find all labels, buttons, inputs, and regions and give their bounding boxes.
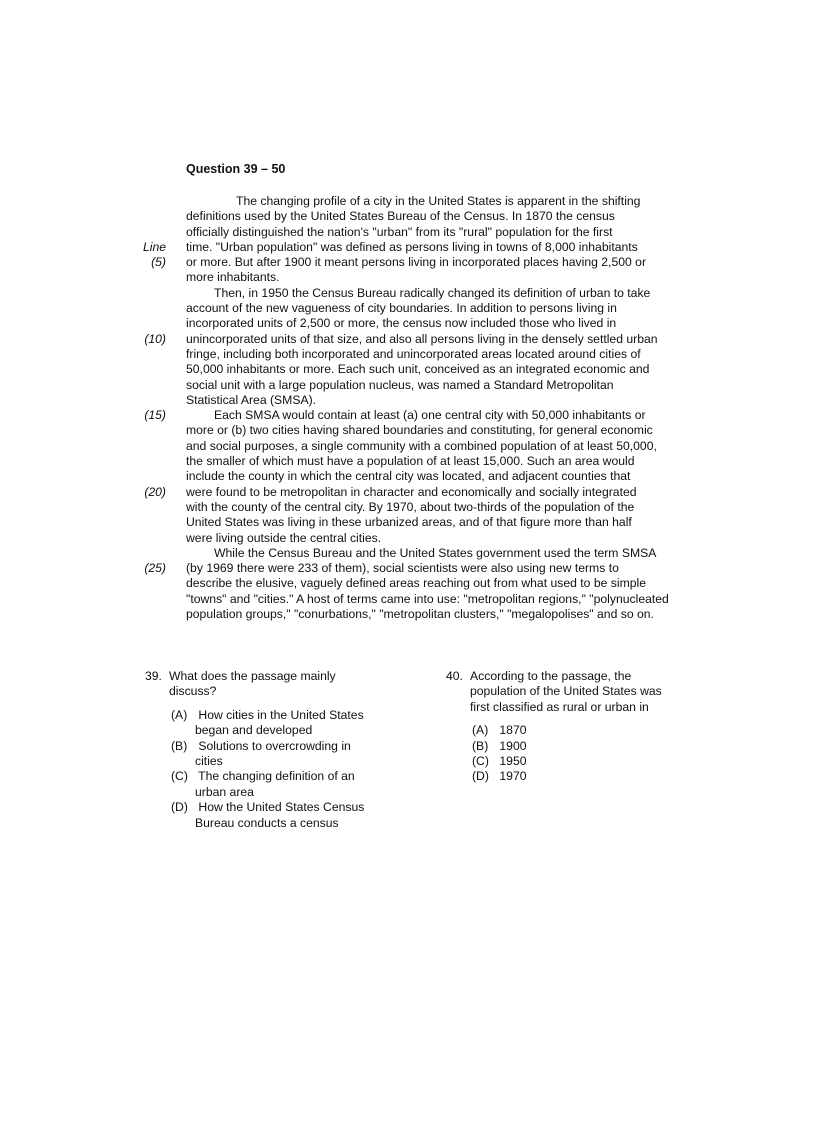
option-text: 1970 — [496, 769, 527, 784]
passage-line — [144, 561, 746, 576]
option-letter: (C) — [171, 769, 188, 784]
passage-line-text: Then, in 1950 the Census Bureau radically changed its definition of urban to take — [214, 285, 651, 300]
passage-line-text: population groups," "conurbations," "metropolitan clusters," "megalopolises" and so on. — [186, 607, 654, 622]
passage-line — [186, 194, 746, 209]
passage-line — [144, 408, 746, 423]
passage-line-text: were living outside the central cities. — [186, 530, 382, 545]
reading-passage — [142, 194, 746, 622]
option-letter: (A) — [472, 723, 489, 738]
answer-option-continued[interactable]: Bureau conducts a census — [195, 815, 339, 830]
passage-line-text: more or (b) two cities having shared boundaries and constituting, for general economic — [186, 423, 653, 438]
passage-line — [186, 225, 746, 240]
passage-line-text: fringe, including both incorporated and unincorporated areas located around cities of — [186, 346, 641, 361]
passage-line-text: and social purposes, a single community with a combined population of at least 50,000, — [186, 438, 657, 453]
option-text: How cities in the United States — [195, 707, 364, 722]
passage-line-text: more inhabitants. — [186, 270, 280, 285]
passage-line — [186, 576, 746, 591]
option-letter: (B) — [171, 738, 188, 753]
question-stem-line: population of the United States was — [470, 684, 662, 699]
question-stem-line: 40. According to the passage, the — [446, 669, 632, 683]
passage-line-text: Each SMSA would contain at least (a) one central city with 50,000 inhabitants or — [214, 408, 646, 423]
answer-option[interactable] — [145, 708, 385, 723]
passage-line-text: describe the elusive, vaguely defined areas reaching out from what used to be simple — [186, 576, 647, 591]
passage-line-text: unincorporated units of that size, and also all persons living in the densely settled urban — [186, 331, 658, 346]
passage-line-text: (by 1969 there were 233 of them), social scientists were also using new terms to — [186, 561, 619, 576]
answer-option[interactable] — [145, 739, 385, 754]
option-text: 1900 — [496, 738, 527, 753]
line-number: Line — [142, 239, 166, 254]
passage-line-text: or more. But after 1900 it meant persons living in incorporated places having 2,500 or — [186, 255, 647, 270]
answer-options — [145, 708, 385, 831]
answer-option-continued[interactable]: cities — [195, 754, 223, 769]
answer-option-continued[interactable]: began and developed — [195, 723, 313, 738]
passage-line-text: time. "Urban population" was defined as persons living in towns of 8,000 inhabitants — [186, 239, 638, 254]
passage-line-text: incorporated units of 2,500 or more, the census now included those who lived in — [186, 316, 617, 331]
passage-line-text: officially distinguished the nation's "urban" from its "rural" population for the first — [186, 224, 613, 239]
passage-line-text: include the county in which the central city was located, and adjacent counties that — [186, 469, 631, 484]
answer-option[interactable] — [145, 800, 385, 815]
option-letter: (D) — [171, 800, 188, 815]
passage-line — [144, 484, 746, 500]
option-text: The changing definition of an — [195, 769, 355, 784]
question-stem-line: first classified as rural or urban in — [470, 699, 649, 714]
passage-line-text: social unit with a large population nucleus, was named a Standard Metropolitan — [186, 377, 614, 392]
passage-line-text: definitions used by the United States Bureau of the Census. In 1870 the census — [186, 209, 615, 224]
passage-line-text: the smaller of which must have a population of at least 15,000. Such an area would — [186, 454, 635, 469]
option-letter: (C) — [472, 754, 489, 769]
passage-line — [186, 378, 746, 393]
option-text: Solutions to overcrowding in — [195, 738, 351, 753]
passage-line — [186, 592, 746, 607]
passage-line — [186, 286, 746, 301]
passage-line — [186, 531, 746, 546]
question-40 — [446, 669, 686, 785]
passage-line — [144, 331, 746, 347]
passage-line-text: 50,000 inhabitants or more. Each such unit, conceived as an integrated economic and — [186, 362, 650, 377]
passage-line-text: While the Census Bureau and the United States government used the term SMSA — [214, 545, 657, 560]
line-number: (20) — [144, 484, 166, 499]
passage-line — [186, 209, 746, 224]
passage-line-text: United States was living in these urbanized areas, and of that figure more than half — [186, 515, 632, 530]
passage-line — [186, 454, 746, 469]
line-number: (15) — [144, 408, 166, 423]
passage-line — [186, 500, 746, 515]
passage-line — [151, 255, 746, 270]
passage-line — [186, 439, 746, 454]
passage-line-text: "towns" and "cities." A host of terms came into use: "metropolitan regions," "polynucleated — [186, 591, 669, 606]
answer-option[interactable] — [446, 739, 686, 754]
passage-line — [186, 362, 746, 377]
option-letter: (B) — [472, 738, 489, 753]
question-39 — [145, 669, 385, 831]
passage-line — [186, 423, 746, 438]
passage-line — [186, 469, 746, 484]
passage-line-text: were found to be metropolitan in character and economically and socially integrated — [186, 484, 637, 499]
passage-line-text: account of the new vagueness of city boundaries. In addition to persons living in — [186, 301, 617, 316]
answer-option[interactable] — [446, 769, 686, 784]
line-number: (5) — [151, 255, 166, 270]
question-number: 39. — [145, 669, 162, 683]
passage-line — [186, 393, 746, 408]
line-number: (10) — [144, 331, 166, 346]
question-number: 40. — [446, 669, 463, 683]
answer-option-continued[interactable]: urban area — [195, 784, 254, 799]
passage-line — [186, 347, 746, 362]
passage-line-text: Statistical Area (SMSA). — [186, 392, 317, 407]
passage-line — [186, 607, 746, 622]
answer-option[interactable] — [446, 723, 686, 738]
option-letter: (D) — [472, 769, 489, 784]
line-number: (25) — [144, 561, 166, 576]
answer-options — [446, 723, 686, 785]
question-stem-line: 39. What does the passage mainly — [145, 669, 336, 683]
option-text: 1870 — [496, 723, 527, 738]
passage-line — [186, 546, 746, 561]
option-text: 1950 — [496, 754, 527, 769]
answer-option[interactable] — [145, 769, 385, 784]
passage-line-text: with the county of the central city. By 1970, about two-thirds of the population of the — [186, 499, 635, 514]
answer-option[interactable] — [446, 754, 686, 769]
passage-line — [142, 239, 746, 255]
passage-line — [186, 515, 746, 530]
passage-line — [186, 270, 746, 285]
passage-line-text: The changing profile of a city in the United States is apparent in the shifting — [236, 194, 641, 208]
section-heading: Question 39 – 50 — [186, 162, 286, 176]
option-letter: (A) — [171, 707, 188, 722]
passage-line — [186, 316, 746, 331]
passage-line — [186, 301, 746, 316]
option-text: How the United States Census — [195, 800, 365, 815]
question-stem-line: discuss? — [169, 684, 217, 699]
